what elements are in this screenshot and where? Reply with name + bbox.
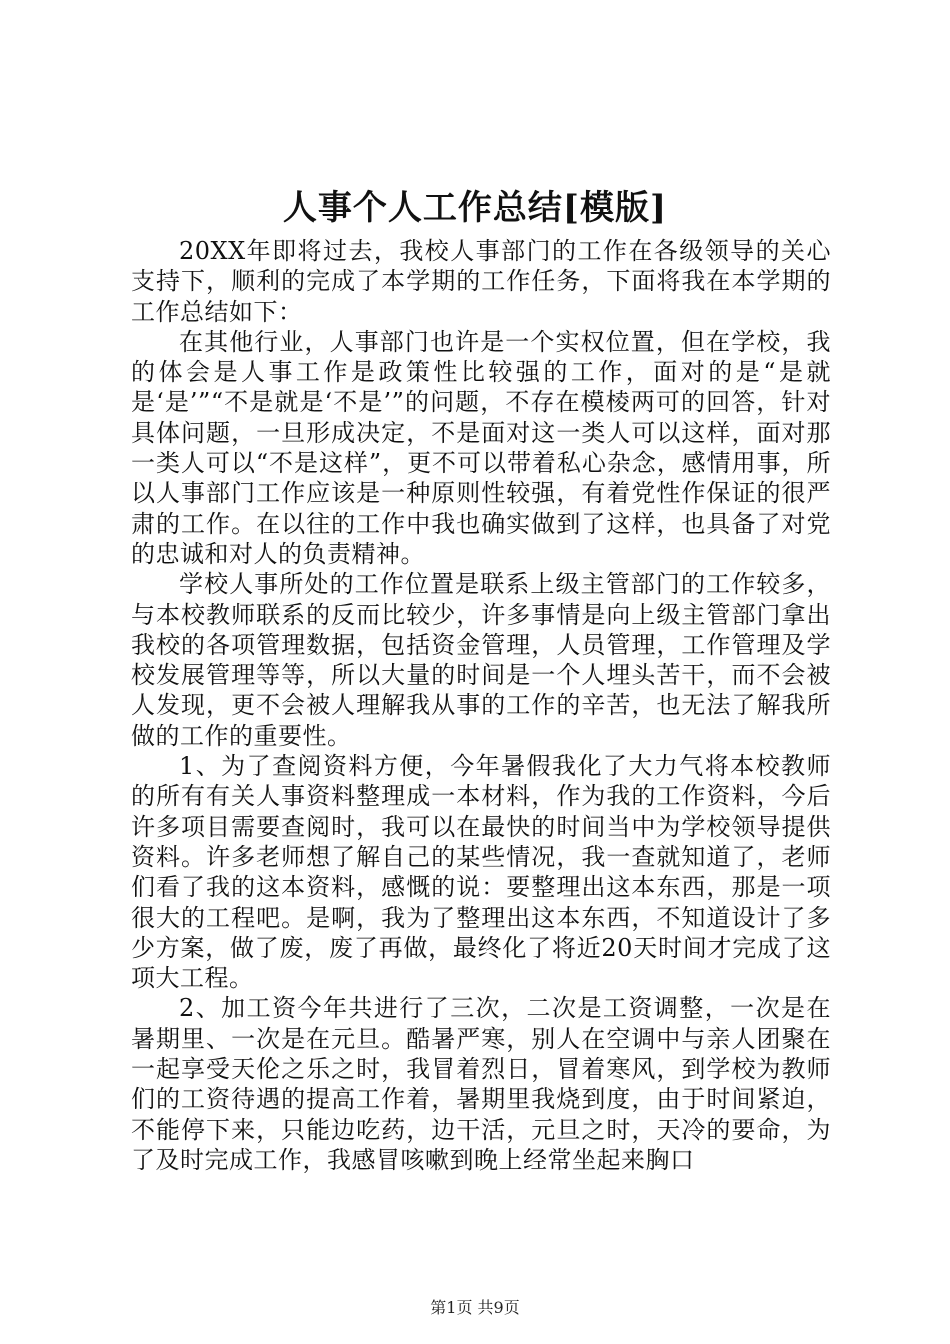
paragraph-role-nature: 在其他行业，人事部门也许是一个实权位置，但在学校，我的体会是人事工作是政策性比较强的工作，面对的是“是就是‘是’”“不是就是‘不是’”的问题，不存在模棱两可的回答，针对具体问题，一旦形成决定，不是面对这一类人可以这样，面对那一类人可以“不是这样”，更不可以带着私心杂念，感情用事，所以人事部门工作应该是一种原则性较强，有着党性作保证的很严肃的工作。在以往的工作中我也确实做到了这样，也具备了对党的忠诚和对人的负责精神。 — [131, 327, 831, 568]
paragraph-item-1: 1、为了查阅资料方便，今年暑假我化了大力气将本校教师的所有有关人事资料整理成一本材料，作为我的工作资料，今后许多项目需要查阅时，我可以在最快的时间当中为学校领导提供资料。许多老师想了解自己的某些情况，我一查就知道了，老师们看了我的这本资料，感慨的说：要整理出这本东西，那是一项很大的工程吧。是啊，我为了整理出这本东西，不知道设计了多少方案，做了废，废了再做，最终化了将近20天时间才完成了这项大工程。 — [131, 752, 831, 993]
paragraph-work-position: 学校人事所处的工作位置是联系上级主管部门的工作较多，与本校教师联系的反而比较少，许多事情是向上级主管部门拿出我校的各项管理数据，包括资金管理，人员管理，工作管理及学校发展管理等等，所以大量的时间是一个人埋头苦干，而不会被人发现，更不会被人理解我从事的工作的辛苦，也无法了解我所做的工作的重要性。 — [131, 570, 831, 750]
page-number-footer: 第1页 共9页 — [430, 1298, 520, 1317]
paragraph-item-2: 2、加工资今年共进行了三次，二次是工资调整，一次是在暑期里、一次是在元旦。酷暑严寒，别人在空调中与亲人团聚在一起享受天伦之乐之时，我冒着烈日，冒着寒风，到学校为教师们的工资待遇的提高工作着，暑期里我烧到度，由于时间紧迫，不能停下来，只能边吃药，边干活，元旦之时，天冷的要命，为了及时完成工作，我感冒咳嗽到晚上经常坐起来胸口 — [131, 994, 831, 1174]
document-body — [131, 236, 831, 1175]
document-title: 人事个人工作总结[模版] — [282, 188, 668, 228]
paragraph-intro: 20XX年即将过去，我校人事部门的工作在各级领导的关心支持下，顺利的完成了本学期的工作任务，下面将我在本学期的工作总结如下： — [131, 237, 831, 326]
